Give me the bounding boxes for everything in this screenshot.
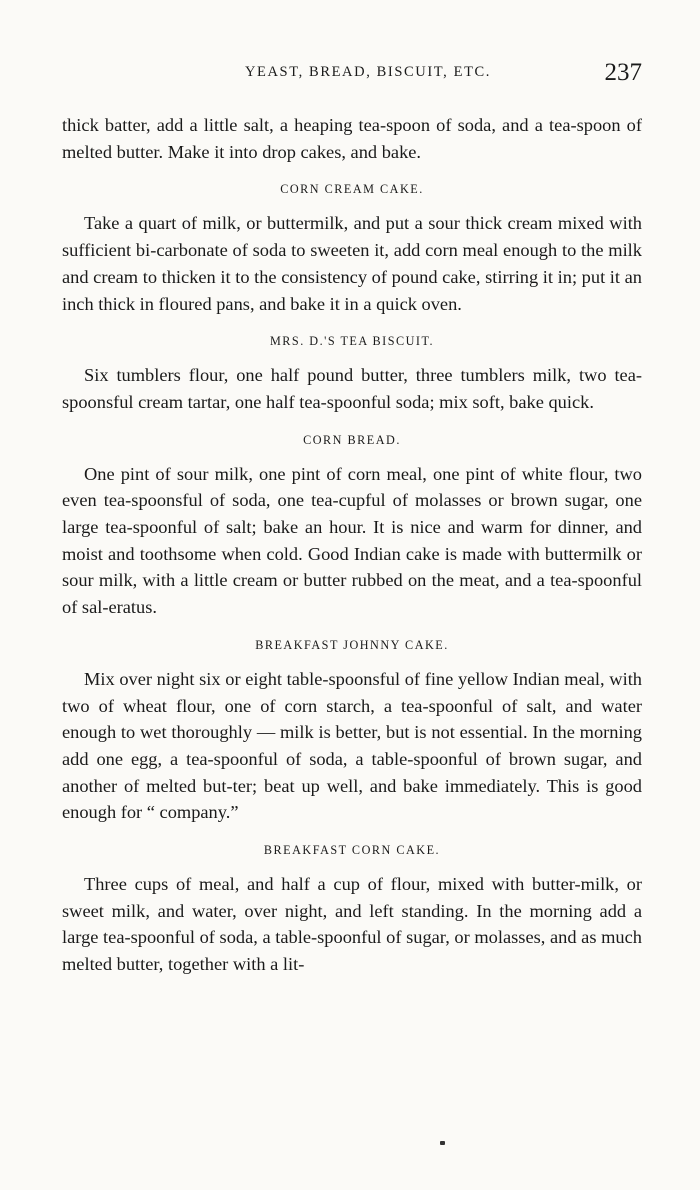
recipe-text-tea-biscuit: Six tumblers flour, one half pound butter, three tumblers milk, two tea-spoonsful cream tartar, one half tea-spoonful soda; mix soft, bake quick. bbox=[62, 365, 642, 412]
recipe-text-breakfast-johnny-cake: Mix over night six or eight table-spoonsful of fine yellow Indian meal, with two of wheat flour, one of corn starch, a tea-spoonful of salt, and water enough to wet thoroughly — milk is better, but is not essential. In the morning add one egg, a tea-spoonful of soda, a table-spoonful of brown sugar, and another of melted but-ter; beat up well, and bake immediately. This is good enough for “ company.” bbox=[62, 668, 642, 823]
print-mark bbox=[440, 1141, 445, 1145]
body-text bbox=[62, 112, 642, 978]
recipe-text-corn-cream-cake: Take a quart of milk, or buttermilk, and put a sour thick cream mixed with sufficient bi-carbonate of soda to sweeten it, add corn meal enough to the milk and cream to thicken it to the consistency of pound cake, stirring it in; put it an inch thick in floured pans, and bake it in a quick oven. bbox=[62, 213, 642, 314]
recipe-title-corn-cream-cake: CORN CREAM CAKE. bbox=[280, 182, 424, 197]
recipe-text-breakfast-corn-cake: Three cups of meal, and half a cup of flour, mixed with butter-milk, or sweet milk, and water, over night, and left standing. In the morning add a large tea-spoonful of soda, a table-spoonful of sugar, or molasses, and as much melted butter, together with a lit- bbox=[62, 874, 642, 975]
recipe-title-tea-biscuit: MRS. D.'S TEA BISCUIT. bbox=[269, 334, 435, 349]
continuation-paragraph: thick batter, add a little salt, a heaping tea-spoon of soda, and a tea-spoon of melted butter. Make it into drop cakes, and bake. bbox=[62, 115, 642, 162]
page-number: 237 bbox=[604, 59, 642, 86]
running-head bbox=[62, 58, 642, 94]
running-title: YEAST, BREAD, BISCUIT, ETC. bbox=[244, 64, 492, 80]
recipe-title-corn-bread: CORN BREAD. bbox=[303, 432, 401, 447]
recipe-text-corn-bread: One pint of sour milk, one pint of corn meal, one pint of white flour, two even tea-spoonsful of soda, one tea-cupful of molasses or brown sugar, one large tea-spoonful of salt; bake an hour. It is nice and warm for dinner, and moist and toothsome when cold. Good Indian cake is made with buttermilk or sour milk, with a little cream or butter rubbed on the meat, and a tea-spoonful of sal-eratus. bbox=[62, 463, 642, 618]
recipe-title-breakfast-corn-cake: BREAKFAST CORN CAKE. bbox=[263, 843, 441, 858]
recipe-title-breakfast-johnny-cake: BREAKFAST JOHNNY CAKE. bbox=[255, 637, 449, 652]
